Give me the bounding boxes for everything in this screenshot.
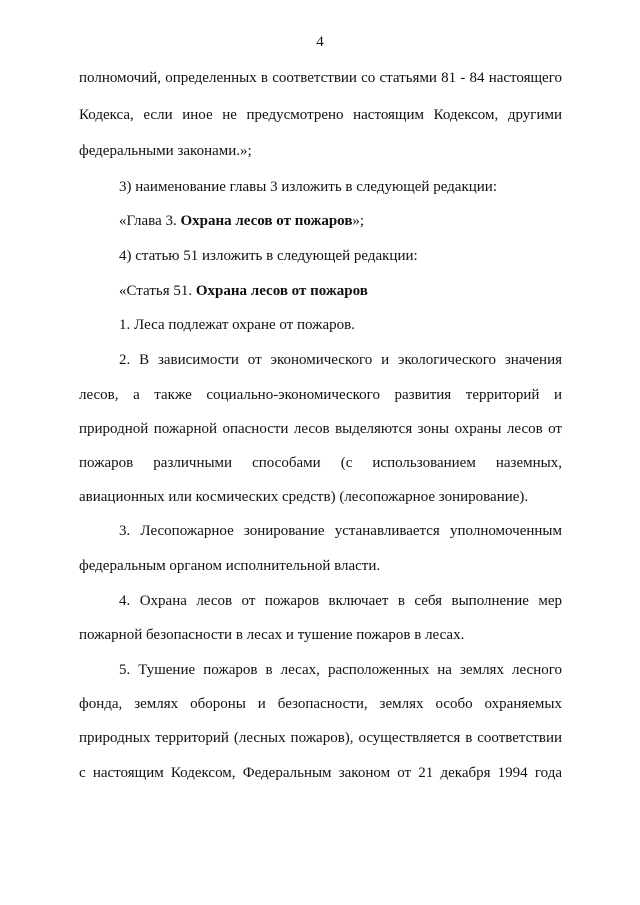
- text-line: Кодекса, если иное не предусмотрено настоящим Кодексом, другими: [79, 107, 562, 123]
- text-line: полномочий, определенных в соответствии со статьями 81 - 84 настоящего: [79, 70, 562, 86]
- chapter-heading: [119, 211, 364, 231]
- text-line: авиационных или космических средств) (лесопожарное зонирование).: [79, 489, 529, 505]
- chapter-heading-title: Охрана лесов от пожаров: [180, 213, 353, 229]
- text-line: 4. Охрана лесов от пожаров включает в себя выполнение мер: [119, 593, 562, 609]
- article-heading-title: Охрана лесов от пожаров: [195, 283, 368, 299]
- text-line: федеральными законами.»;: [79, 143, 252, 159]
- text-line: 5. Тушение пожаров в лесах, расположенных на землях лесного: [119, 662, 562, 678]
- text-line: фонда, землях обороны и безопасности, землях особо охраняемых: [79, 696, 562, 712]
- text-line: природных территорий (лесных пожаров), осуществляется в соответствии: [79, 730, 562, 746]
- text-line: пожарной безопасности в лесах и тушение пожаров в лесах.: [79, 627, 465, 643]
- text-line: природной пожарной опасности лесов выделяются зоны охраны лесов от: [79, 421, 562, 437]
- page-number: 4: [316, 34, 324, 50]
- text-line: с настоящим Кодексом, Федеральным законом от 21 декабря 1994 года: [79, 765, 562, 781]
- text-line: 2. В зависимости от экономического и экологического значения: [119, 352, 562, 368]
- article-heading: [119, 281, 368, 301]
- text-line: 1. Леса подлежат охране от пожаров.: [119, 317, 355, 333]
- text-line: 3. Лесопожарное зонирование устанавливается уполномоченным: [119, 523, 562, 539]
- text-line: пожаров различными способами (с использованием наземных,: [79, 455, 562, 471]
- chapter-heading-suffix: »;: [352, 213, 365, 229]
- text-line: 3) наименование главы 3 изложить в следующей редакции:: [119, 179, 497, 195]
- article-heading-prefix: «Статья 51.: [119, 283, 196, 299]
- text-line: 4) статью 51 изложить в следующей редакции:: [119, 248, 418, 264]
- chapter-heading-prefix: «Глава 3.: [119, 213, 181, 229]
- text-line: федеральным органом исполнительной власти.: [79, 558, 381, 574]
- text-line: лесов, а также социально-экономического развития территорий и: [79, 387, 562, 403]
